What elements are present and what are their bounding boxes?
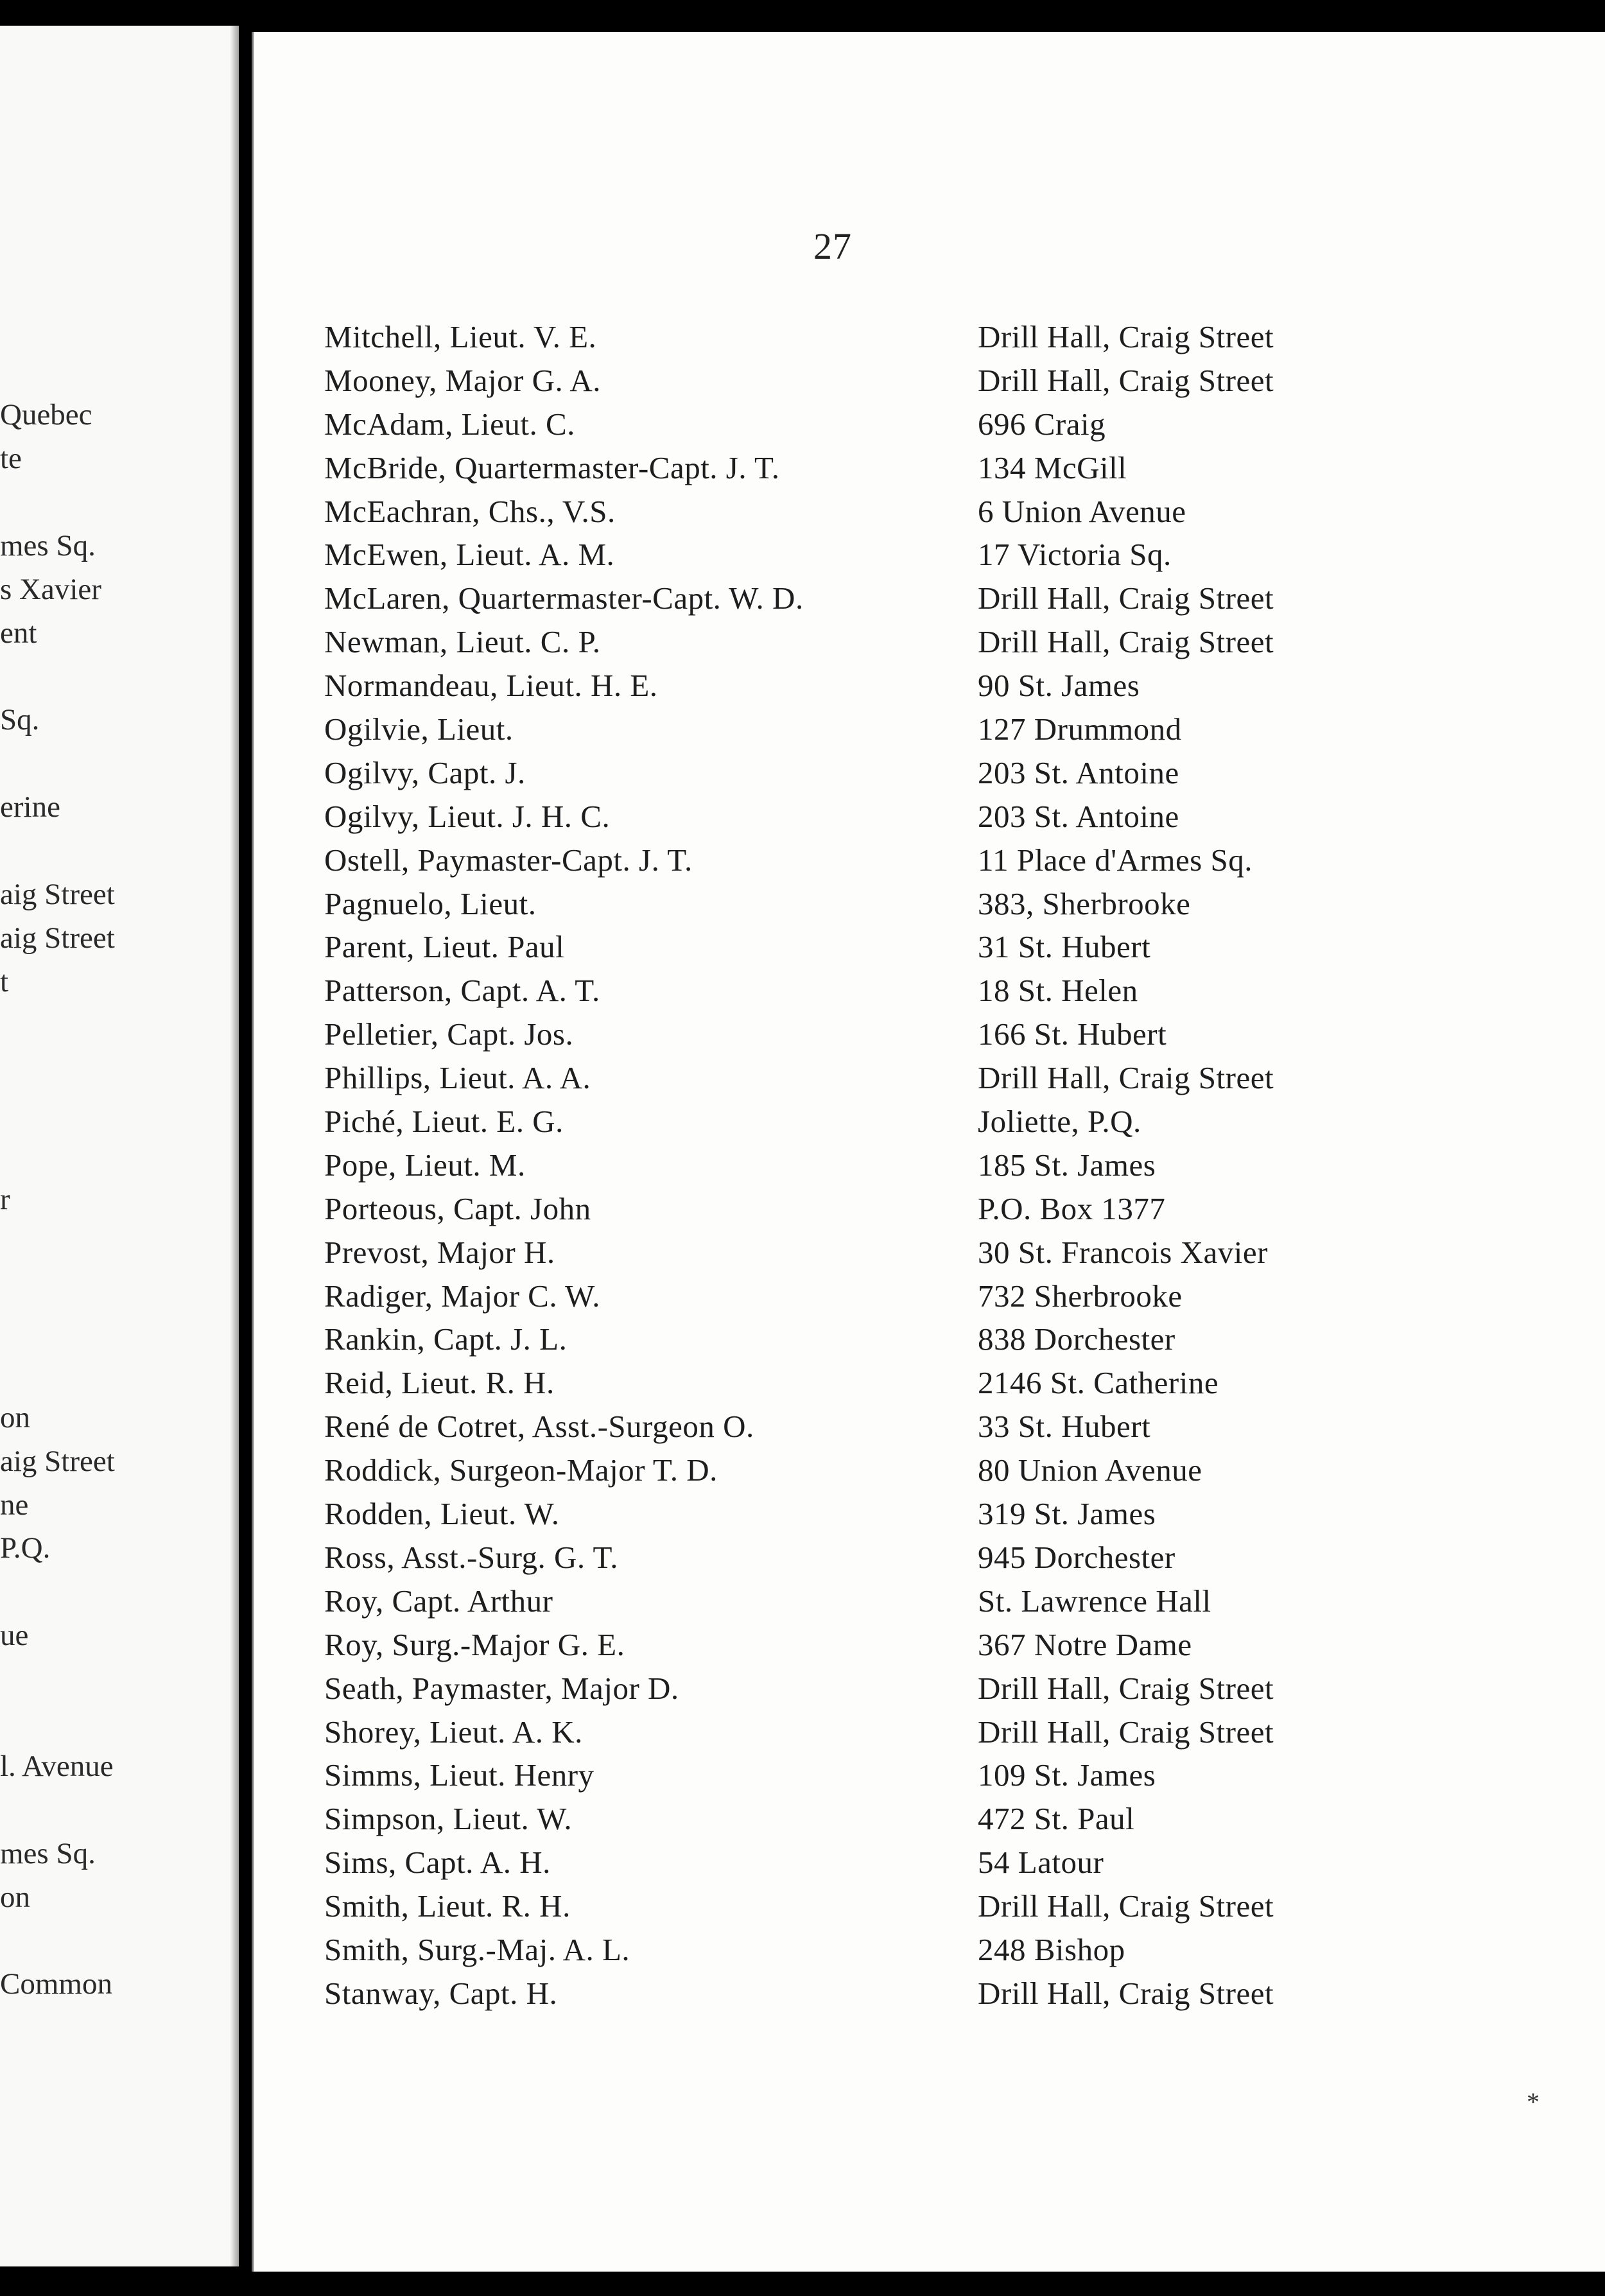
- entry-address: 18 St. Helen: [978, 973, 1138, 1009]
- directory-entry: [254, 1713, 1605, 1757]
- directory-list: [254, 318, 1605, 2018]
- entry-address: 30 St. Francois Xavier: [978, 1234, 1268, 1270]
- directory-entry: [254, 1320, 1605, 1364]
- entry-name: Prevost, Major H.: [324, 1234, 555, 1270]
- entry-name: Piché, Lieut. E. G.: [324, 1104, 564, 1140]
- entry-name: Rodden, Lieut. W.: [324, 1496, 560, 1532]
- directory-entry: [254, 1233, 1605, 1277]
- directory-entry: [254, 1800, 1605, 1843]
- directory-entry: [254, 1407, 1605, 1451]
- entry-address: 33 St. Hubert: [978, 1409, 1151, 1445]
- directory-entry: [254, 623, 1605, 666]
- directory-entry: [254, 928, 1605, 971]
- entry-name: Normandeau, Lieut. H. E.: [324, 668, 658, 704]
- directory-entry: [254, 492, 1605, 536]
- directory-entry: [254, 1102, 1605, 1146]
- directory-entry: [254, 1190, 1605, 1233]
- entry-address: 17 Victoria Sq.: [978, 537, 1172, 573]
- directory-entry: [254, 797, 1605, 841]
- directory-entry: [254, 1015, 1605, 1059]
- entry-name: Ostell, Paymaster-Capt. J. T.: [324, 842, 693, 878]
- directory-entry: [254, 1756, 1605, 1800]
- entry-name: Phillips, Lieut. A. A.: [324, 1060, 591, 1096]
- left-page-fragment: Quebec: [0, 398, 92, 431]
- entry-name: Rankin, Capt. J. L.: [324, 1321, 568, 1357]
- directory-entry: [254, 1626, 1605, 1669]
- directory-entry: [254, 318, 1605, 361]
- entry-name: Mooney, Major G. A.: [324, 362, 601, 398]
- directory-entry: [254, 1364, 1605, 1407]
- entry-address: 696 Craig: [978, 406, 1106, 442]
- entry-name: McEachran, Chs., V.S.: [324, 493, 616, 529]
- entry-address: 2146 St. Catherine: [978, 1365, 1219, 1401]
- entry-name: Roy, Capt. Arthur: [324, 1583, 553, 1619]
- left-page-fragment: Sq.: [0, 703, 40, 737]
- entry-name: Radiger, Major C. W.: [324, 1278, 600, 1314]
- left-page-fragment: t: [0, 964, 9, 998]
- left-page-fragment: on: [0, 1880, 30, 1914]
- entry-address: 732 Sherbrooke: [978, 1278, 1183, 1314]
- entry-name: Smith, Surg.-Maj. A. L.: [324, 1931, 630, 1967]
- entry-name: Ogilvy, Lieut. J. H. C.: [324, 798, 611, 834]
- entry-address: Drill Hall, Craig Street: [978, 1714, 1274, 1750]
- entry-name: Simpson, Lieut. W.: [324, 1801, 573, 1837]
- directory-entry: [254, 1146, 1605, 1190]
- left-page-fragment: ue: [0, 1619, 29, 1653]
- entry-address: Drill Hall, Craig Street: [978, 319, 1274, 354]
- entry-address: 54 Latour: [978, 1845, 1104, 1881]
- entry-address: 367 Notre Dame: [978, 1626, 1192, 1662]
- entry-address: Drill Hall, Craig Street: [978, 1670, 1274, 1706]
- entry-name: Mitchell, Lieut. V. E.: [324, 319, 597, 354]
- entry-name: Pope, Lieut. M.: [324, 1147, 526, 1183]
- entry-address: Drill Hall, Craig Street: [978, 1888, 1274, 1924]
- entry-name: Roy, Surg.-Major G. E.: [324, 1626, 625, 1662]
- directory-entry: [254, 971, 1605, 1015]
- left-page-fragment: ent: [0, 616, 37, 650]
- entry-address: 472 St. Paul: [978, 1801, 1135, 1837]
- directory-entry: [254, 710, 1605, 754]
- entry-address: Drill Hall, Craig Street: [978, 624, 1274, 660]
- directory-entry: [254, 579, 1605, 623]
- entry-name: Patterson, Capt. A. T.: [324, 973, 600, 1009]
- entry-name: Smith, Lieut. R. H.: [324, 1888, 571, 1924]
- directory-entry: [254, 666, 1605, 710]
- entry-address: 838 Dorchester: [978, 1321, 1176, 1357]
- entry-name: Newman, Lieut. C. P.: [324, 624, 601, 660]
- entry-name: Stanway, Capt. H.: [324, 1975, 558, 2011]
- left-page-fragment: mes Sq.: [0, 1836, 96, 1870]
- directory-entry: [254, 1843, 1605, 1887]
- left-page-fragment: P.Q.: [0, 1531, 51, 1565]
- left-page-fragment: erine: [0, 790, 60, 824]
- entry-address: 248 Bishop: [978, 1931, 1125, 1967]
- directory-entry: [254, 1974, 1605, 2018]
- directory-entry: [254, 405, 1605, 449]
- entry-name: Parent, Lieut. Paul: [324, 929, 565, 965]
- directory-entry: [254, 1277, 1605, 1321]
- entry-address: 11 Place d'Armes Sq.: [978, 842, 1253, 878]
- left-page-fragment: aig Street: [0, 877, 115, 911]
- left-page-fragment: Common: [0, 1967, 112, 2001]
- left-page-fragment: aig Street: [0, 921, 115, 955]
- directory-entry: [254, 535, 1605, 579]
- directory-entry: [254, 1059, 1605, 1102]
- entry-address: Drill Hall, Craig Street: [978, 1975, 1274, 2011]
- left-page-fragment: on: [0, 1400, 30, 1434]
- entry-name: Seath, Paymaster, Major D.: [324, 1670, 679, 1706]
- directory-entry: [254, 1582, 1605, 1626]
- entry-address: 383, Sherbrooke: [978, 885, 1191, 921]
- entry-address: 90 St. James: [978, 668, 1140, 704]
- stray-asterisk-mark: *: [1527, 2087, 1540, 2116]
- entry-name: Sims, Capt. A. H.: [324, 1845, 551, 1881]
- left-page-fragment: aig Street: [0, 1444, 115, 1478]
- entry-address: 203 St. Antoine: [978, 754, 1179, 790]
- directory-entry: [254, 449, 1605, 492]
- entry-name: McBride, Quartermaster-Capt. J. T.: [324, 449, 780, 485]
- entry-address: 31 St. Hubert: [978, 929, 1151, 965]
- page-number: 27: [813, 225, 852, 267]
- entry-address: 134 McGill: [978, 449, 1127, 485]
- entry-address: St. Lawrence Hall: [978, 1583, 1211, 1619]
- directory-entry: [254, 1538, 1605, 1582]
- entry-address: 166 St. Hubert: [978, 1016, 1167, 1052]
- directory-entry: [254, 885, 1605, 928]
- entry-name: Ross, Asst.-Surg. G. T.: [324, 1539, 619, 1575]
- entry-address: 109 St. James: [978, 1757, 1156, 1793]
- directory-entry: [254, 1451, 1605, 1495]
- entry-address: Joliette, P.Q.: [978, 1104, 1141, 1140]
- entry-name: René de Cotret, Asst.-Surgeon O.: [324, 1409, 754, 1445]
- entry-name: McLaren, Quartermaster-Capt. W. D.: [324, 580, 804, 616]
- entry-address: P.O. Box 1377: [978, 1190, 1166, 1226]
- entry-address: Drill Hall, Craig Street: [978, 580, 1274, 616]
- entry-address: Drill Hall, Craig Street: [978, 362, 1274, 398]
- entry-name: Porteous, Capt. John: [324, 1190, 591, 1226]
- entry-address: 185 St. James: [978, 1147, 1156, 1183]
- entry-name: Shorey, Lieut. A. K.: [324, 1714, 583, 1750]
- left-page-fragment: r: [0, 1183, 10, 1217]
- entry-name: McEwen, Lieut. A. M.: [324, 537, 615, 573]
- entry-address: 945 Dorchester: [978, 1539, 1176, 1575]
- entry-name: Roddick, Surgeon-Major T. D.: [324, 1452, 718, 1488]
- left-page-fragment: te: [0, 441, 22, 475]
- entry-name: Simms, Lieut. Henry: [324, 1757, 594, 1793]
- entry-address: 80 Union Avenue: [978, 1452, 1202, 1488]
- left-page-fragment: mes Sq.: [0, 528, 96, 562]
- entry-name: Ogilvy, Capt. J.: [324, 754, 526, 790]
- entry-name: McAdam, Lieut. C.: [324, 406, 575, 442]
- entry-name: Pagnuelo, Lieut.: [324, 885, 537, 921]
- directory-entry: [254, 1931, 1605, 1974]
- directory-entry: [254, 754, 1605, 797]
- entry-name: Reid, Lieut. R. H.: [324, 1365, 555, 1401]
- directory-entry: [254, 1887, 1605, 1931]
- entry-address: Drill Hall, Craig Street: [978, 1060, 1274, 1096]
- left-page-fragment: l. Avenue: [0, 1749, 114, 1783]
- directory-entry: [254, 1495, 1605, 1538]
- directory-entry: [254, 1669, 1605, 1713]
- entry-name: Ogilvie, Lieut.: [324, 711, 514, 747]
- directory-entry: [254, 841, 1605, 885]
- left-page: [0, 26, 239, 2266]
- page-edge-shadow: [230, 26, 239, 2266]
- directory-entry: [254, 361, 1605, 405]
- entry-address: 319 St. James: [978, 1496, 1156, 1532]
- entry-address: 6 Union Avenue: [978, 493, 1186, 529]
- right-page: [252, 32, 1605, 2272]
- left-page-fragment: s Xavier: [0, 572, 101, 606]
- left-page-fragment: ne: [0, 1488, 29, 1522]
- entry-address: 203 St. Antoine: [978, 798, 1179, 834]
- entry-name: Pelletier, Capt. Jos.: [324, 1016, 574, 1052]
- entry-address: 127 Drummond: [978, 711, 1182, 747]
